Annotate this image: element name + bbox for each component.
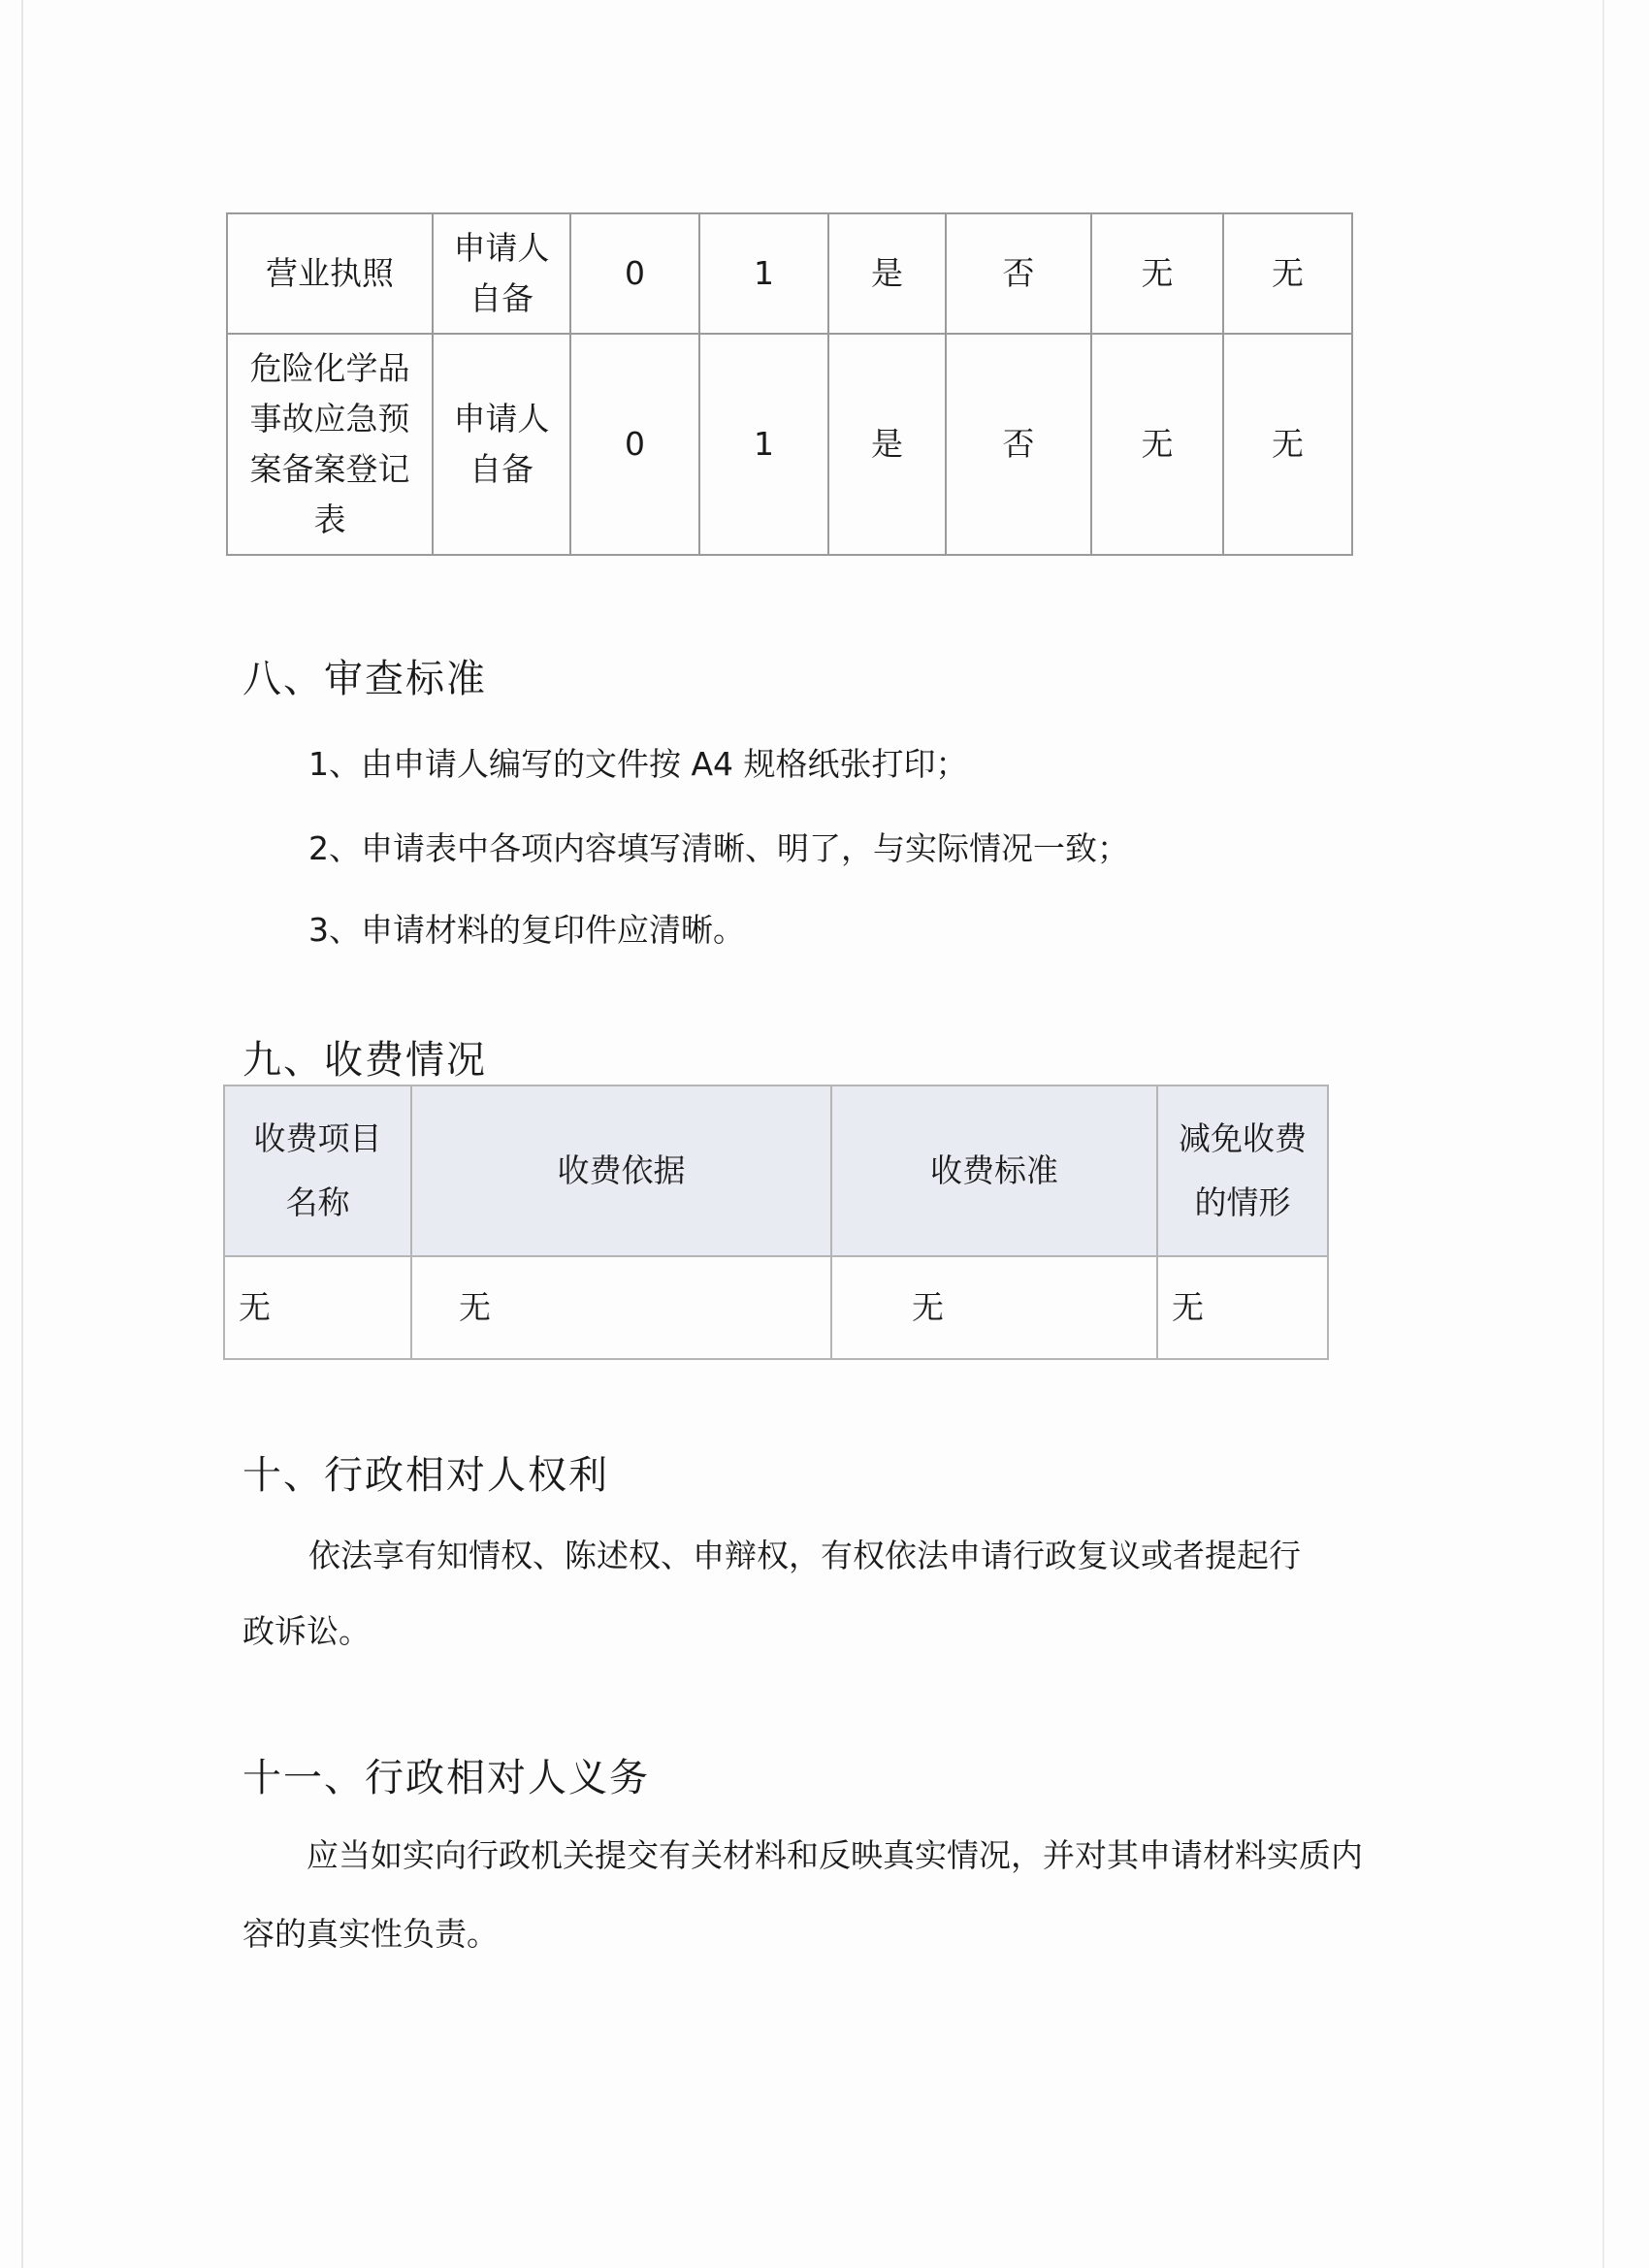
review-standard-item: 2、申请表中各项内容填写清晰、明了，与实际情况一致； [308, 829, 1129, 867]
fee-basis-header: 收费依据 [411, 1085, 831, 1256]
section11-title: 十一、行政相对人义务 [242, 1756, 650, 1800]
fee-item-value: 无 [224, 1256, 411, 1359]
paper-copies: 0 [570, 334, 699, 555]
rights-text-line: 政诉讼。 [242, 1612, 371, 1650]
original-copies: 1 [699, 334, 828, 555]
fees-table [223, 1085, 1329, 1360]
obligations-text-line: 应当如实向行政机关提交有关材料和反映真实情况，并对其申请材料实质内 [307, 1836, 1363, 1874]
section8-title: 八、审查标准 [242, 657, 487, 701]
rights-text-line: 依法享有知情权、陈述权、申辩权，有权依法申请行政复议或者提起行 [308, 1537, 1301, 1574]
electronic-flag: 否 [946, 213, 1091, 334]
scan-edge-right [1602, 0, 1604, 2268]
fee-standard-header: 收费标准 [831, 1085, 1157, 1256]
scan-edge-left [21, 0, 23, 2268]
section9-title: 九、收费情况 [242, 1038, 487, 1083]
format-value: 无 [1091, 213, 1223, 334]
paper-copies: 0 [570, 213, 699, 334]
fee-standard-value: 无 [831, 1256, 1157, 1359]
fees-header-row [224, 1085, 1328, 1256]
fee-waiver-header: 减免收费 的情形 [1157, 1085, 1328, 1256]
review-standard-item: 3、申请材料的复印件应清晰。 [308, 911, 745, 949]
table-row [227, 334, 1352, 555]
obligations-text-line: 容的真实性负责。 [242, 1915, 499, 1953]
fee-item-header: 收费项目 名称 [224, 1085, 411, 1256]
table-row [224, 1256, 1328, 1359]
material-name: 危险化学品 事故应急预 案备案登记 表 [227, 334, 433, 555]
section10-title: 十、行政相对人权利 [242, 1453, 609, 1498]
notes-value: 无 [1223, 334, 1352, 555]
material-source: 申请人 自备 [433, 213, 570, 334]
required-flag: 是 [828, 334, 946, 555]
fee-waiver-value: 无 [1157, 1256, 1328, 1359]
notes-value: 无 [1223, 213, 1352, 334]
review-standard-item: 1、由申请人编写的文件按 A4 规格纸张打印； [308, 745, 968, 783]
table-row [227, 213, 1352, 334]
materials-table [226, 212, 1353, 556]
required-flag: 是 [828, 213, 946, 334]
format-value: 无 [1091, 334, 1223, 555]
material-source: 申请人 自备 [433, 334, 570, 555]
material-name: 营业执照 [227, 213, 433, 334]
electronic-flag: 否 [946, 334, 1091, 555]
original-copies: 1 [699, 213, 828, 334]
fee-basis-value: 无 [411, 1256, 831, 1359]
